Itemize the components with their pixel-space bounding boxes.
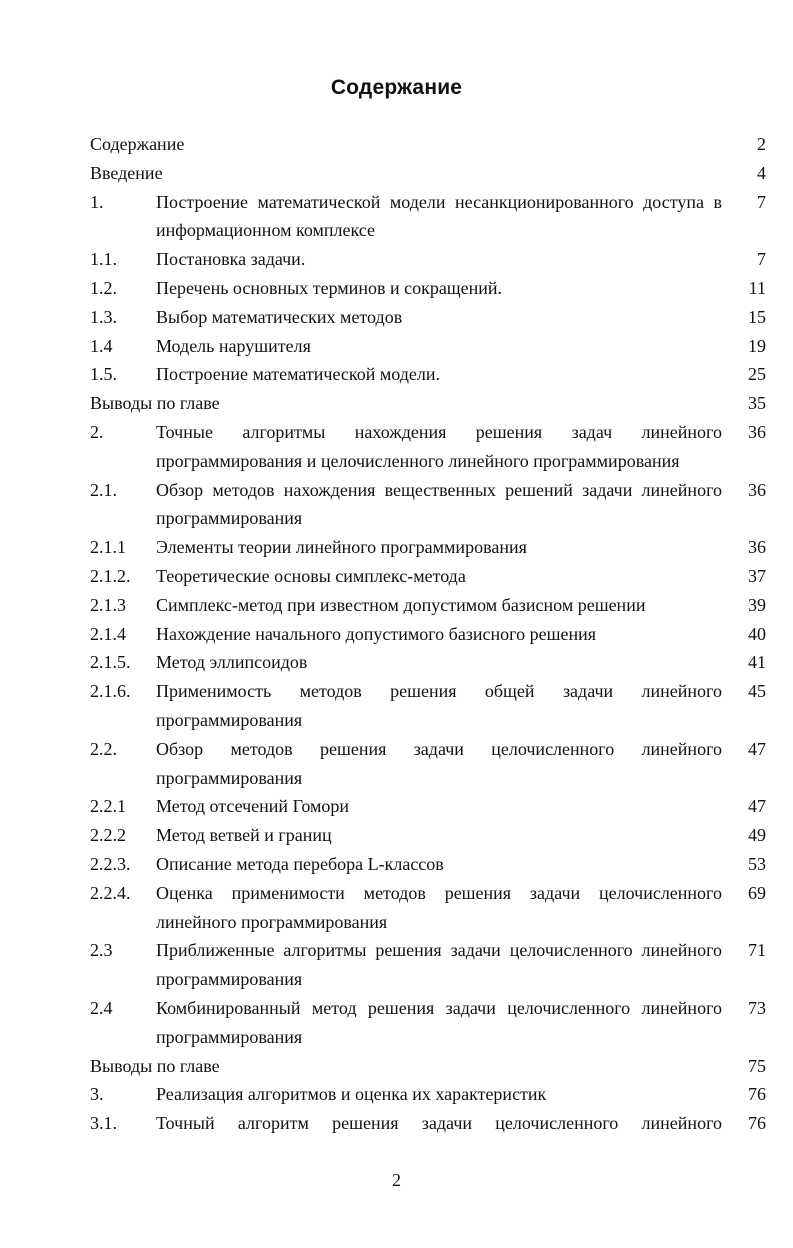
toc-entry bbox=[90, 792, 766, 821]
toc-entry-title: Оценка применимости методов решения задачи целочисленного линейного программирования bbox=[156, 882, 722, 932]
toc-entry bbox=[90, 274, 766, 303]
toc-entry-number: 2.1.3 bbox=[90, 594, 126, 615]
toc-entry bbox=[90, 850, 766, 879]
toc-entry-title: Нахождение начального допустимого базисного решения bbox=[156, 623, 596, 644]
toc-entry-page: 4 bbox=[757, 162, 766, 183]
toc-entry-page: 73 bbox=[748, 997, 766, 1018]
toc-entry-number: 2.4 bbox=[90, 997, 113, 1018]
toc-entry bbox=[90, 821, 766, 850]
toc-entry-page: 69 bbox=[748, 882, 766, 903]
toc-entry-page: 11 bbox=[748, 277, 766, 298]
toc-entry-number: 2.1.6. bbox=[90, 681, 131, 702]
toc-entry bbox=[90, 879, 766, 937]
toc-entry bbox=[90, 360, 766, 389]
toc-entry-page: 45 bbox=[748, 681, 766, 702]
toc-entry-page: 76 bbox=[748, 1113, 766, 1134]
toc-entry-number: 2.3 bbox=[90, 940, 113, 961]
toc-entry-title: Содержание bbox=[90, 134, 185, 154]
toc-entry bbox=[90, 418, 766, 476]
toc-entry-number: 2. bbox=[90, 421, 104, 442]
toc-entry-title: Симплекс-метод при известном допустимом базисном решении bbox=[156, 594, 646, 615]
toc-entry bbox=[90, 476, 766, 534]
toc-entry bbox=[90, 677, 766, 735]
table-of-contents bbox=[90, 130, 766, 1138]
toc-entry bbox=[90, 620, 766, 649]
toc-entry bbox=[90, 1080, 766, 1109]
toc-entry-number: 2.1. bbox=[90, 479, 117, 500]
toc-entry-title: Перечень основных терминов и сокращений. bbox=[156, 277, 503, 298]
toc-entry-number: 3.1. bbox=[90, 1113, 117, 1134]
toc-entry bbox=[90, 389, 766, 418]
toc-entry-title: Выводы по главе bbox=[90, 1055, 220, 1076]
toc-entry-title: Описание метода перебора L-классов bbox=[156, 853, 444, 874]
toc-entry bbox=[90, 994, 766, 1052]
toc-entry-page: 25 bbox=[748, 364, 766, 385]
toc-entry-title: Обзор методов решения задачи целочисленного линейного программирования bbox=[156, 738, 722, 788]
toc-entry-page: 49 bbox=[748, 825, 766, 846]
toc-entry-title: Постановка задачи. bbox=[156, 249, 306, 270]
toc-entry-page: 35 bbox=[748, 393, 766, 414]
toc-entry-title: Применимость методов решения общей задачи линейного программирования bbox=[156, 681, 722, 730]
toc-entry-page: 75 bbox=[748, 1055, 766, 1076]
toc-entry bbox=[90, 562, 766, 591]
toc-entry-page: 47 bbox=[748, 738, 766, 759]
toc-entry-number: 2.1.5. bbox=[90, 652, 131, 673]
toc-entry-number: 1.1. bbox=[90, 249, 117, 270]
toc-entry-page: 36 bbox=[748, 537, 766, 558]
toc-entry-title: Метод эллипсоидов bbox=[156, 652, 308, 673]
toc-entry-title: Введение bbox=[90, 162, 163, 183]
toc-entry-title: Элементы теории линейного программирования bbox=[156, 537, 527, 558]
toc-entry bbox=[90, 735, 766, 793]
toc-entry bbox=[90, 1109, 766, 1138]
toc-entry-number: 1.4 bbox=[90, 335, 113, 356]
page-title: Содержание bbox=[330, 76, 463, 99]
toc-entry bbox=[90, 332, 766, 361]
toc-entry-number: 2.2.1 bbox=[90, 796, 126, 817]
toc-entry-number: 3. bbox=[90, 1084, 104, 1105]
toc-entry-number: 1. bbox=[90, 191, 104, 212]
toc-entry-title: Приближенные алгоритмы решения задачи целочисленного линейного программирования bbox=[156, 940, 722, 990]
toc-entry-title: Построение математической модели. bbox=[156, 364, 441, 385]
toc-entry-title: Точный алгоритм решения задачи целочисленного линейного bbox=[156, 1113, 722, 1134]
toc-entry-page: 41 bbox=[748, 652, 766, 673]
toc-entry bbox=[90, 303, 766, 332]
toc-entry-page: 15 bbox=[748, 306, 766, 327]
toc-entry bbox=[90, 245, 766, 274]
toc-entry-page: 2 bbox=[757, 134, 766, 154]
toc-entry-title: Выбор математических методов bbox=[156, 306, 403, 327]
toc-entry-number: 1.3. bbox=[90, 306, 117, 327]
toc-entry-number: 2.2.2 bbox=[90, 825, 126, 846]
toc-entry-page: 7 bbox=[757, 191, 766, 212]
toc-entry bbox=[90, 648, 766, 677]
toc-entry bbox=[90, 591, 766, 620]
toc-entry-number: 2.1.4 bbox=[90, 623, 126, 644]
toc-entry-number: 2.2.4. bbox=[90, 882, 131, 903]
toc-entry-title: Метод отсечений Гомори bbox=[156, 796, 350, 817]
page-number: 2 bbox=[392, 1170, 401, 1190]
toc-entry-title: Выводы по главе bbox=[90, 393, 220, 414]
toc-entry-page: 47 bbox=[748, 796, 766, 817]
toc-entry bbox=[90, 159, 766, 188]
toc-entry-page: 76 bbox=[748, 1084, 766, 1105]
toc-entry bbox=[90, 1052, 766, 1081]
toc-entry-page: 39 bbox=[748, 594, 766, 615]
toc-entry-page: 40 bbox=[748, 623, 766, 644]
toc-entry bbox=[90, 936, 766, 994]
toc-entry-title: Обзор методов нахождения вещественных решений задачи линейного программирования bbox=[156, 479, 722, 529]
toc-entry-title: Модель нарушителя bbox=[156, 335, 311, 356]
toc-entry-number: 1.2. bbox=[90, 277, 117, 298]
toc-entry-number: 2.2.3. bbox=[90, 853, 131, 874]
toc-entry-number: 2.2. bbox=[90, 738, 117, 759]
toc-entry-title: Метод ветвей и границ bbox=[156, 825, 332, 846]
toc-entry-page: 53 bbox=[748, 853, 766, 874]
toc-entry bbox=[90, 188, 766, 246]
toc-entry-number: 2.1.2. bbox=[90, 565, 131, 586]
toc-entry-title: Комбинированный метод решения задачи целочисленного линейного программирования bbox=[156, 997, 722, 1047]
toc-entry-page: 36 bbox=[748, 421, 766, 442]
toc-entry-title: Построение математической модели несанкционированного доступа в информационном комплексе bbox=[156, 191, 722, 241]
toc-entry-page: 36 bbox=[748, 479, 766, 500]
toc-entry-page: 71 bbox=[748, 940, 766, 961]
toc-entry-title: Точные алгоритмы нахождения решения задач линейного программирования и целочисленного линейного программирования bbox=[156, 421, 722, 471]
toc-entry-page: 37 bbox=[748, 565, 766, 586]
toc-entry bbox=[90, 130, 766, 159]
toc-entry-title: Теоретические основы симплекс-метода bbox=[156, 565, 466, 586]
toc-entry-page: 7 bbox=[757, 249, 766, 270]
toc-entry-title: Реализация алгоритмов и оценка их характеристик bbox=[156, 1084, 547, 1105]
toc-entry-page: 19 bbox=[748, 335, 766, 356]
toc-entry-number: 2.1.1 bbox=[90, 537, 126, 558]
toc-entry-number: 1.5. bbox=[90, 364, 117, 385]
toc-entry bbox=[90, 533, 766, 562]
